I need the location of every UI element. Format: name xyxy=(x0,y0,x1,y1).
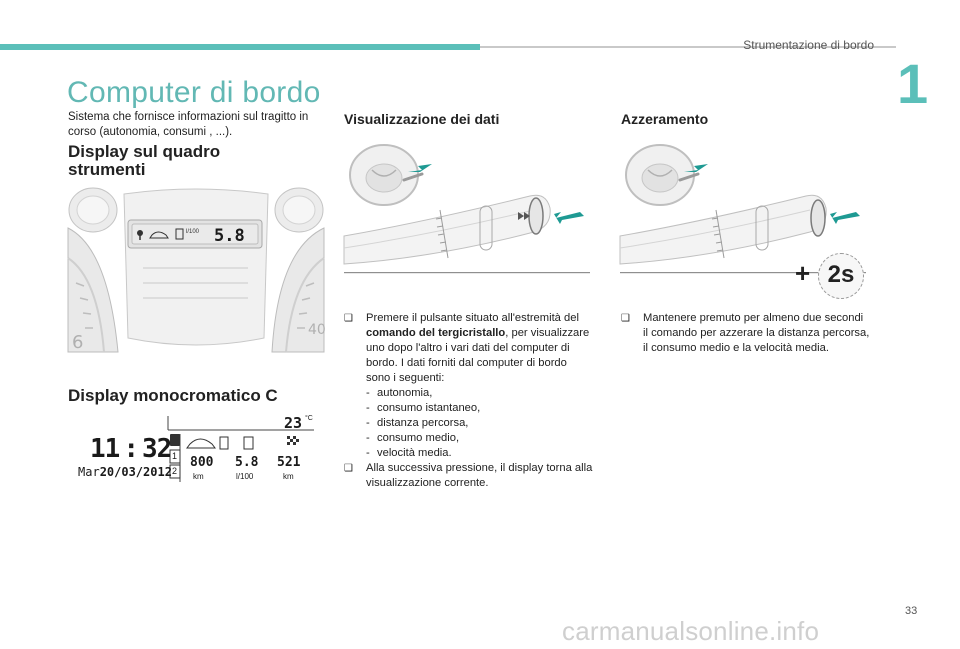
svg-text:40: 40 xyxy=(308,322,326,338)
page-number: 33 xyxy=(905,605,918,617)
mono-tab-2: 2 xyxy=(172,466,178,476)
intro-text: Sistema che fornisce informazioni sul tragitto in corso (autonomia, consumi , ...). xyxy=(68,111,309,138)
wiper-stalk-drawing xyxy=(344,140,590,280)
mono-tab-1: 1 xyxy=(172,451,178,461)
header-accent-bar xyxy=(0,44,480,50)
list-item: - consumo medio, xyxy=(366,432,460,444)
mono-unit-distance: km xyxy=(283,472,294,481)
cluster-unit: l/100 xyxy=(186,229,200,235)
mono-value-range: 800 xyxy=(190,455,214,470)
instruction-hold-button: ❑ Mantenere premuto per almeno due secondi il comando per azzerare la distanza percorsa, il consumo medio e la velocità media. xyxy=(621,312,870,354)
mono-unit-consumption: l/100 xyxy=(236,472,254,481)
mono-temperature: 23 xyxy=(284,414,303,432)
mono-unit-range: km xyxy=(193,472,204,481)
instrument-cluster-image xyxy=(68,188,324,352)
duration-value: 2s xyxy=(827,261,855,288)
bullet-icon: ❑ xyxy=(621,313,630,324)
plus-sign: + xyxy=(795,258,811,288)
instruction-press-button: ❑ Premere il pulsante situato all'estremità del comando del tergicristallo, per visualizzare uno dopo l'altro i vari dati del computer di bordo. I dati forniti dal computer di bordo sono i seguenti: xyxy=(344,312,590,384)
page-title: Computer di bordo xyxy=(67,76,321,109)
mono-date: Mar20/03/2012 xyxy=(78,465,172,479)
heading-mono-display: Display monocromatico C xyxy=(68,386,278,405)
list-item: - distanza percorsa, xyxy=(366,417,469,429)
bullet-icon: ❑ xyxy=(344,313,353,324)
instruction-next-press: ❑ Alla successiva pressione, il display torna alla visualizzazione corrente. xyxy=(344,462,593,489)
heading-cluster-display: Display sul quadro strumenti xyxy=(68,142,221,179)
wiper-stalk-image xyxy=(344,140,590,280)
list-item: - velocità media. xyxy=(366,447,452,459)
list-item: - consumo istantaneo, xyxy=(366,402,481,414)
heading-data-display: Visualizzazione dei dati xyxy=(344,111,500,127)
list-item: - autonomia, xyxy=(366,387,433,399)
watermark: carmanualsonline.info xyxy=(562,616,820,646)
data-display-instructions xyxy=(344,311,594,491)
mono-value-consumption: 5.8 xyxy=(235,455,259,470)
cluster-value: 5.8 xyxy=(214,226,245,246)
mono-clock: 11 : 32 xyxy=(90,434,172,464)
svg-text:6: 6 xyxy=(72,332,84,353)
chapter-title: Strumentazione di bordo xyxy=(743,38,874,52)
reset-instructions xyxy=(621,311,871,356)
bullet-icon: ❑ xyxy=(344,463,353,474)
chapter-number: 1 xyxy=(897,52,929,115)
instrument-cluster-drawing xyxy=(68,188,324,352)
mono-temp-unit: °C xyxy=(305,415,313,422)
mono-value-distance: 521 xyxy=(277,455,301,470)
heading-reset: Azzeramento xyxy=(621,111,709,127)
duration-badge xyxy=(818,253,864,299)
